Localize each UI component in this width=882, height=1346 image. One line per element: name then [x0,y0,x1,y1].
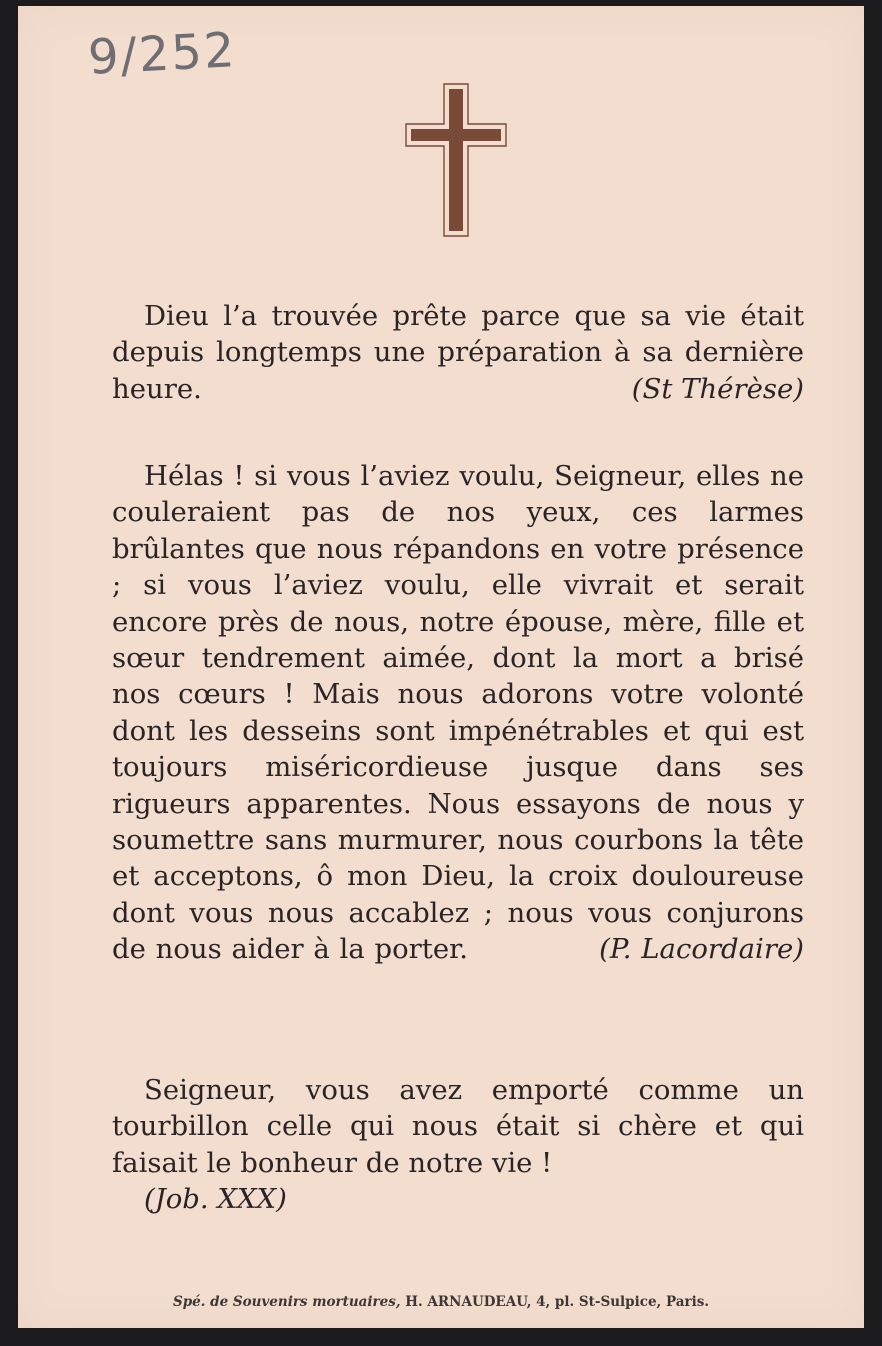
quote-job-attribution: (Job. XXX) [144,1183,287,1216]
quote-lacordaire-text: Hélas ! si vous l’aviez voulu, Seigneur, elles ne couleraient pas de nos yeux, ces larmes brûlantes que nous répandons en votre présence ; si vous l’aviez voulu, elle vivrait et serait encore près de nous, notre épouse, mère, fille et sœur tendrement aimée, dont la mort a brisé nos cœurs ! Mais nous adorons votre volonté dont les desseins sont impénétrables et qui est toujours miséricordieuse jusque dans ses rigueurs apparentes. Nous essayons de nous y soumettre sans murmurer, nous courbons la tête et acceptons, ô mon Dieu, la croix douloureuse dont vous nous accablez ; nous vous conjurons de nous aider à la porter. [112,460,804,966]
footer-printer: H. ARNAUDEAU, 4, pl. St-Sulpice, Paris. [405,1294,710,1310]
quote-therese [112,298,804,407]
quote-lacordaire-attribution: (P. Lacordaire) [599,933,804,966]
quote-lacordaire [112,458,804,968]
quote-therese-attribution: (St Thérèse) [631,372,804,405]
printer-footer [18,1294,864,1310]
quote-therese-text: Dieu l’a trouvée prête parce que sa vie était depuis longtemps une préparation à sa dernière heure. [112,300,804,405]
quote-job-text: Seigneur, vous avez emporté comme un tourbillon celle qui nous était si chère et qui faisait le bonheur de notre vie ! [112,1074,804,1179]
memorial-card [18,6,864,1328]
handwritten-number: 9/252 [86,22,238,86]
footer-specialty: Spé. de Souvenirs mortuaires, [172,1294,401,1310]
quote-job [112,1072,804,1218]
cross-icon [404,82,508,238]
